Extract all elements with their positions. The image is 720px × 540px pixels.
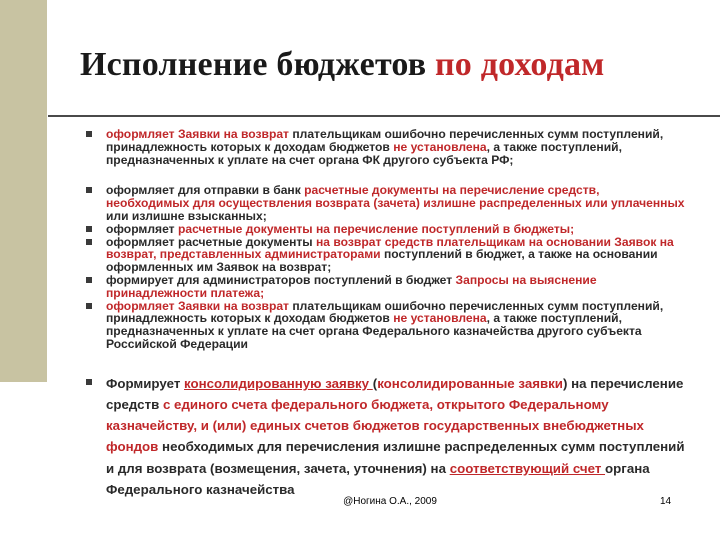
- item-text-accent: консолидированные заявки: [377, 375, 563, 391]
- item-text: , а также поступлений, предназначенных к уплате на счет органа ФК другого субъекта РФ;: [106, 139, 622, 167]
- list-item: [86, 184, 686, 222]
- item-text-accent: на возврат средств плательщикам на основании Заявок на возврат, представленных администраторами: [106, 234, 674, 262]
- title-main: Исполнение бюджетов: [80, 46, 427, 83]
- item-text: оформляет для отправки в банк: [106, 183, 305, 198]
- list-item: [86, 236, 686, 274]
- square-bullet-icon: [86, 131, 92, 137]
- item-text-accent: не установлена: [393, 139, 487, 154]
- item-text: поступлений в бюджет, а также на основании оформленных им Заявок на возврат;: [106, 247, 658, 275]
- list-item: [86, 274, 686, 300]
- item-text-accent: оформляет Заявки на возврат: [106, 298, 289, 313]
- title-accent: по доходам: [435, 46, 605, 83]
- square-bullet-icon: [86, 239, 92, 245]
- list-item: [86, 373, 686, 500]
- slide-sidebar-band: [0, 0, 47, 382]
- square-bullet-icon: [86, 187, 92, 193]
- item-text: плательщикам ошибочно перечисленных сумм поступлений, принадлежность которых к доходам бюджетов: [106, 298, 664, 326]
- item-text-accent: расчетные документы на перечисление средств, необходимых для осуществления возврата (зачета) излишне распределенных или уплаченных: [106, 183, 685, 211]
- title-divider: [48, 115, 720, 117]
- item-text-accent: соответствующий счет: [449, 460, 606, 476]
- item-text: плательщикам ошибочно перечисленных сумм поступлений, принадлежность которых к доходам бюджетов: [106, 127, 664, 154]
- bullet-list: [86, 128, 686, 500]
- item-text: (: [372, 375, 378, 391]
- item-text: , а также поступлений, предназначенных к уплате на счет органа Федерального казначейства другого субъекта Российской Федерации: [106, 311, 642, 351]
- square-bullet-icon: [86, 379, 92, 385]
- item-text-accent: консолидированную заявку: [184, 375, 373, 391]
- square-bullet-icon: [86, 277, 92, 283]
- item-text: ) на перечисление средств: [106, 375, 684, 412]
- item-text: необходимых для перечисления излишне распределенных сумм поступлений и для возврата (возмещения, зачета, уточнения) на: [106, 439, 685, 476]
- item-text: или излишне взысканных;: [106, 208, 267, 223]
- page-number: 14: [660, 496, 672, 507]
- item-text-accent: не установлена: [393, 311, 487, 326]
- item-text: формирует для администраторов поступлений в бюджет: [106, 272, 456, 287]
- item-text-accent: с единого счета федерального бюджета, открытого Федеральному казначейству, и (или) единых счетов бюджетов государственных внебюджетных фондов: [106, 396, 644, 455]
- item-text: органа Федерального казначейства: [106, 460, 650, 497]
- item-text: оформляет: [106, 221, 178, 236]
- item-text-accent: расчетные документы на перечисление поступлений в бюджеты;: [177, 221, 575, 236]
- footer-author: @Ногина О.А., 2009: [343, 496, 437, 507]
- item-text: оформляет расчетные документы: [106, 234, 316, 249]
- item-text-accent: Запросы на выяснение принадлежности платежа;: [106, 272, 597, 300]
- list-item: [86, 128, 686, 166]
- list-item: [86, 300, 686, 351]
- slide-title: [80, 46, 700, 84]
- square-bullet-icon: [86, 303, 92, 309]
- item-text: Формирует: [106, 375, 185, 391]
- square-bullet-icon: [86, 226, 92, 232]
- item-text-accent: оформляет Заявки на возврат: [106, 127, 289, 141]
